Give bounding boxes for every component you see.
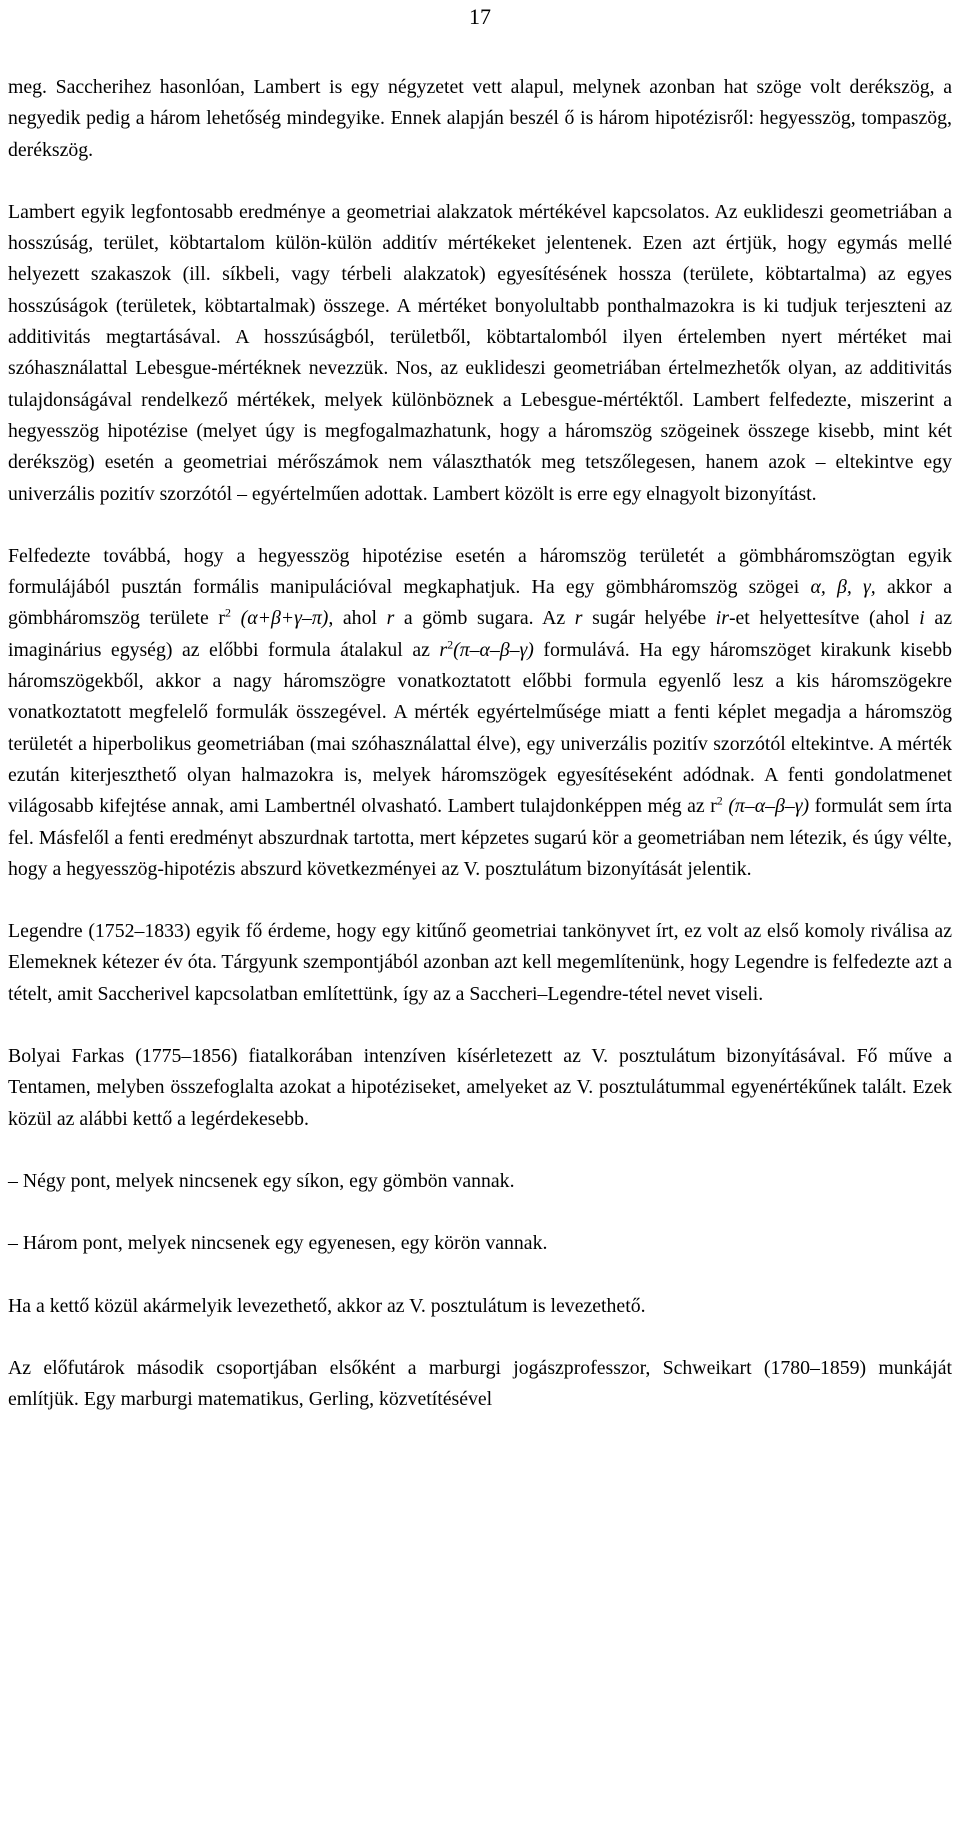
paragraph-3-text-c: , ahol xyxy=(328,607,387,630)
exponent: 2 xyxy=(447,637,454,652)
paragraph-3-text-a: Felfedezte továbbá, hogy a hegyesszög hipotézise esetén a háromszög területét a gömbháromszögtan egyik formulájából pusztán formális manipulációval megkaphatjuk. Ha egy gömbháromszög szögei xyxy=(8,544,952,599)
paragraph-7: Az előfutárok második csoportjában elsőként a marburgi jogászprofesszor, Schweikart (1780–1859) munkáját említjük. Egy marburgi matematikus, Gerling, közvetítésével xyxy=(8,1356,952,1411)
page-body xyxy=(8,72,952,1446)
paragraph-3-text-g: az imaginárius egység) az előbbi formula átalakul az xyxy=(8,607,952,661)
paragraph-3 xyxy=(8,541,952,885)
paragraph-3-text-b: akkor a gömbháromszög területe r xyxy=(8,576,953,630)
paragraph-3-text-e: sugár helyébe xyxy=(582,607,716,630)
variable-r: r xyxy=(574,607,583,630)
list-item: – Három pont, melyek nincsenek egy egyenesen, egy körön vannak. xyxy=(8,1232,548,1255)
variable-ir: ir xyxy=(715,607,729,630)
page-number: 17 xyxy=(469,4,491,29)
angle-symbols: α, β, γ, xyxy=(810,576,876,599)
paragraph-6: Ha a kettő közül akármelyik levezethető, akkor az V. posztulátum is levezethető. xyxy=(8,1294,646,1317)
paragraph-3-text-f: -et helyettesítve (ahol xyxy=(728,607,920,630)
exponent: 2 xyxy=(716,793,723,808)
paragraph-3-text-d: a gömb sugara. Az xyxy=(394,607,575,630)
hyperbolic-formula: (π–α–β–γ) xyxy=(722,795,810,818)
area-formula: (α+β+γ–π) xyxy=(231,607,329,630)
paragraph-5: Bolyai Farkas (1775–1856) fiatalkorában intenzíven kísérletezett az V. posztulátum bizonyításával. Fő műve a Tentamen, melyben összefoglalta azokat a hipotéziseket, amelyeket az V. posztulátummal egyenértékűnek talált. Ezek közül az alábbi kettő a legérdekesebb. xyxy=(8,1045,952,1130)
paragraph-3-text-h: formulává. Ha egy háromszöget kirakunk kisebb háromszögekből, akkor a nagy háromszögre vonatkoztatott előbbi formula egyenlő lesz a kis háromszögekre vonatkoztatott megfelelő formulák összegével. A mérték egyértelműsége miatt a fenti képlet megadja a háromszög területét a hiperbolikus geometriában (mai szóhasználattal élve), egy univerzális pozitív szorzótól eltekintve. A mérték ezután kiterjeszthető olyan halmazokra is, melyek háromszögek egyesítéseként adódnak. A fenti gondolatmenet világosabb kifejtése annak, ami Lambertnél olvasható. Lambert tulajdonképpen még az r xyxy=(8,638,952,818)
paragraph-4: Legendre (1752–1833) egyik fő érdeme, hogy egy kitűnő geometriai tankönyvet írt, ez volt az első komoly riválisa az Elemeknek kétezer év óta. Tárgyunk szempontjából azonban azt kell megemlítenünk, hogy Legendre is felfedezte azt a tételt, amit Saccherivel kapcsolatban említettünk, így az a Saccheri–Legendre-tétel nevet viseli. xyxy=(8,920,952,1005)
variable-r: r xyxy=(386,607,395,630)
paragraph-2: Lambert egyik legfontosabb eredménye a geometriai alakzatok mértékével kapcsolatos. Az euklideszi geometriában a hosszúság, terület, köbtartalom külön-külön additív mértékeket jelentenek. Ezen azt értjük, hogy egymás mellé helyezett szakaszok (ill. síkbeli, vagy térbeli alakzatok) egyesítésének hossza (területe, köbtartalma) az egyes hosszúságok (területek, köbtartalmak) összege. A mértéket bonyolultabb ponthalmazokra is ki tudjuk terjeszteni az additivitás megtartásával. A hosszúságból, területből, köbtartalomból ilyen értelemben nyert mértéket mai szóhasználattal Lebesgue-mértéknek nevezzük. Nos, az euklideszi geometriában értelmezhetők olyan, az additivitás tulajdonságával rendelkező mértékek, melyek különböznek a Lebesgue-mértéktől. Lambert felfedezte, miszerint a hegyesszög hipotézise (melyet úgy is megfogalmazhatunk, hogy a háromszög szögeinek összege kisebb, mint két derékszög) esetén a geometriai mérőszámok nem választhatók meg tetszőlegesen, hanem azok – eltekintve egy univerzális pozitív szorzótól – egyértelműen adottak. Lambert közölt is erre egy elnagyolt bizonyítást. xyxy=(8,200,952,505)
paragraph-1: meg. Saccherihez hasonlóan, Lambert is egy négyzetet vett alapul, melynek azonban hat szöge volt derékszög, a negyedik pedig a három lehetőség mindegyike. Ennek alapján beszél ő is három hipotézisről: hegyesszög, tompaszög, derékszög. xyxy=(8,76,952,161)
variable-r: r xyxy=(439,638,448,661)
paragraph-3-text-i: formulát sem írta fel. Másfelől a fenti eredményt abszurdnak tartotta, mert képzetes sugarú kör a geometriában nem létezik, és úgy vélte, hogy a hegyesszög-hipotézis abszurd következményei az V. posztulátum bizonyítását jelentik. xyxy=(8,795,952,880)
list-item: – Négy pont, melyek nincsenek egy síkon, egy gömbön vannak. xyxy=(8,1169,515,1192)
hyperbolic-formula: (π–α–β–γ) xyxy=(453,638,534,661)
variable-i: i xyxy=(919,607,925,630)
exponent: 2 xyxy=(225,605,231,620)
